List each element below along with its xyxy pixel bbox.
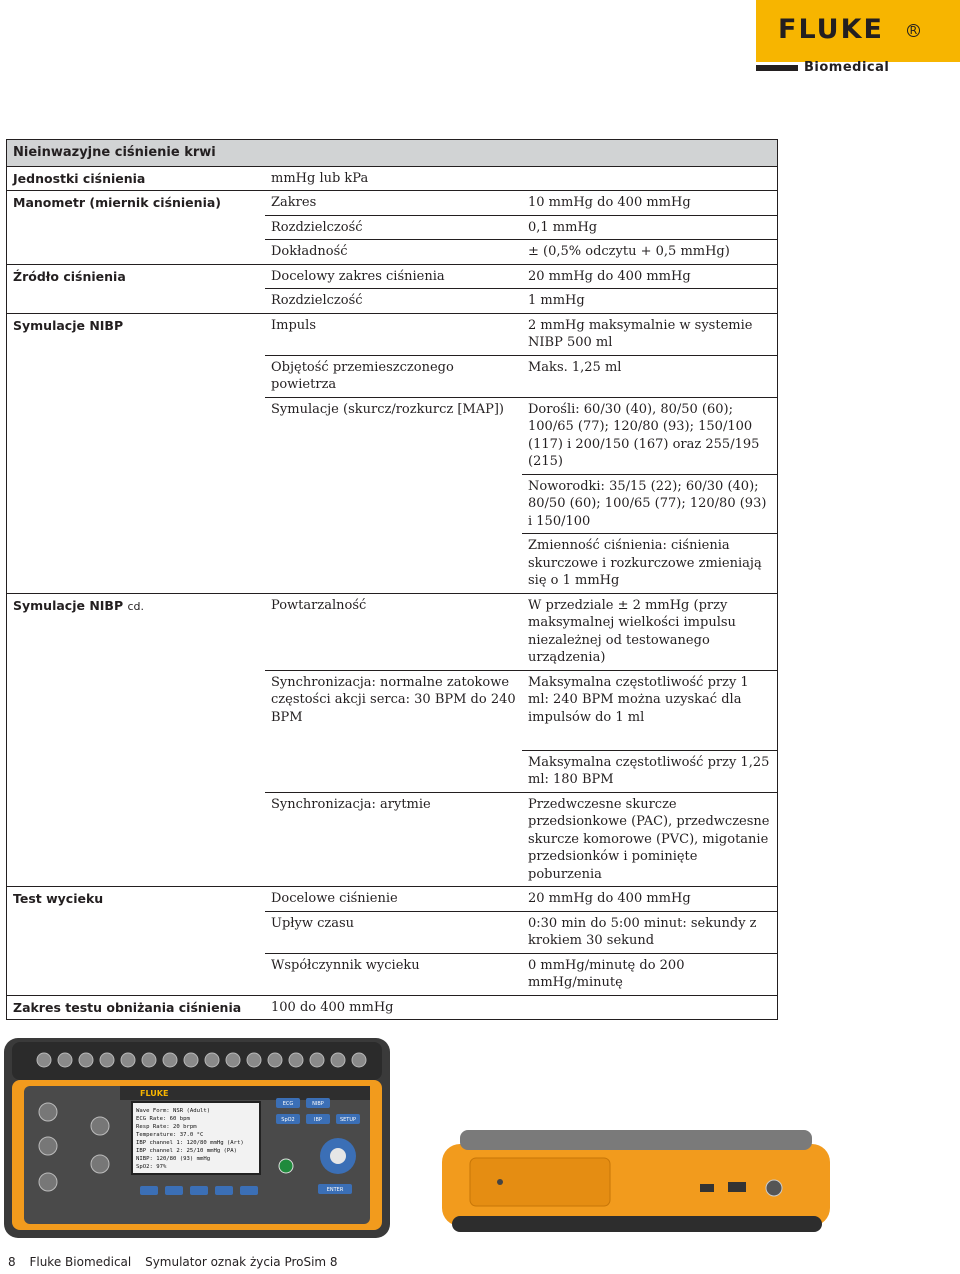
row-value: Noworodki: 35/15 (22); 60/30 (40); 80/50 (60); 100/65 (77); 120/80 (93) i 150/100 — [522, 474, 778, 534]
key-ibp: IBP — [314, 1117, 322, 1123]
row-value: Maksymalna częstotliwość przy 1,25 ml: 180 BPM — [522, 750, 778, 792]
row-label: Manometr (miernik ciśnienia) — [7, 191, 266, 216]
row-label — [7, 593, 266, 670]
row-param: 100 do 400 mmHg — [265, 995, 778, 1020]
row-label — [7, 670, 266, 750]
row-value: Zmienność ciśnienia: ciśnienia skurczowe i rozkurczowe zmieniają się o 1 mmHg — [522, 534, 778, 594]
row-value: 20 mmHg do 400 mmHg — [522, 887, 778, 912]
row-param — [265, 534, 522, 594]
row-param: mmHg lub kPa — [265, 166, 778, 191]
registered-icon: R — [907, 24, 920, 37]
table-row — [7, 995, 778, 1020]
row-value: 2 mmHg maksymalnie w systemie NIBP 500 ml — [522, 313, 778, 355]
device-photo — [0, 1034, 960, 1244]
row-param: Docelowy zakres ciśnienia — [265, 264, 522, 289]
screen-line: SpO2: 97% — [136, 1164, 167, 1170]
screen-line: NIBP: 120/80 (93) mmHg — [136, 1156, 211, 1162]
key-setup: SETUP — [339, 1117, 357, 1123]
table-row — [7, 887, 778, 912]
row-param: Rozdzielczość — [265, 289, 522, 314]
fluke-logo — [756, 0, 960, 62]
row-param — [265, 750, 522, 792]
table-row — [7, 264, 778, 289]
table-row — [7, 750, 778, 792]
key-spo2: SpO2 — [281, 1117, 295, 1123]
row-param: Rozdzielczość — [265, 215, 522, 240]
row-param: Synchronizacja: normalne zatokowe częstości akcji serca: 30 BPM do 240 BPM — [265, 670, 522, 750]
usb-device-port — [700, 1184, 714, 1192]
device-brand: FLUKE — [140, 1089, 169, 1098]
row-value: 1 mmHg — [522, 289, 778, 314]
row-label — [7, 953, 266, 995]
table-row — [7, 953, 778, 995]
table-row — [7, 313, 778, 355]
table-row — [7, 215, 778, 240]
screen-line: ECG Rate: 60 bpm — [136, 1116, 190, 1122]
row-value: Przedwczesne skurcze przedsionkowe (PAC), przedwczesne skurcze komorowe (PVC), migotanie przedsionków i pominięte poburzenia — [522, 792, 778, 887]
row-value: 20 mmHg do 400 mmHg — [522, 264, 778, 289]
footer-product: Symulator oznak życia ProSim 8 — [145, 1255, 338, 1269]
row-value: 0:30 min do 5:00 minut: sekundy z krokiem 30 sekund — [522, 911, 778, 953]
row-param: Dokładność — [265, 240, 522, 265]
table-row — [7, 474, 778, 534]
row-label — [7, 911, 266, 953]
screen-line: Resp Rate: 20 brpm — [136, 1124, 197, 1130]
row-param: Objętość przemieszczonego powietrza — [265, 355, 522, 397]
row-label: Źródło ciśnienia — [7, 264, 266, 289]
table-row — [7, 289, 778, 314]
power-button — [279, 1159, 293, 1173]
row-value: Dorośli: 60/30 (40), 80/50 (60); 100/65 (77); 120/80 (93); 150/100 (117) i 200/150 (167) oraz 255/195 (215) — [522, 397, 778, 474]
table-row — [7, 792, 778, 887]
screen-line: Wave Form: NSR (Adult) — [136, 1108, 211, 1114]
row-label — [7, 534, 266, 594]
row-param: Współczynnik wycieku — [265, 953, 522, 995]
row-value: Maks. 1,25 ml — [522, 355, 778, 397]
row-value: 0,1 mmHg — [522, 215, 778, 240]
row-label — [7, 355, 266, 397]
spec-table — [6, 139, 778, 1020]
row-label — [7, 289, 266, 314]
screen-line: IBP channel 2: 25/10 mmHg (PA) — [136, 1148, 238, 1154]
key-enter: ENTER — [326, 1187, 344, 1193]
row-label-suffix: cd. — [127, 599, 145, 613]
table-heading-row — [7, 140, 778, 167]
table-row — [7, 593, 778, 670]
row-label — [7, 750, 266, 792]
row-param: Impuls — [265, 313, 522, 355]
row-label: Test wycieku — [7, 887, 266, 912]
logo-wordmark: FLUKE — [778, 14, 884, 45]
table-row — [7, 397, 778, 474]
softkeys — [140, 1186, 258, 1195]
row-param: Upływ czasu — [265, 911, 522, 953]
table-row — [7, 670, 778, 750]
device-side — [442, 1130, 830, 1232]
row-label: Symulacje NIBP — [7, 313, 266, 355]
row-label — [7, 215, 266, 240]
table-row — [7, 911, 778, 953]
row-value: 10 mmHg do 400 mmHg — [522, 191, 778, 216]
key-nibp: NIBP — [312, 1101, 324, 1107]
row-param: Symulacje (skurcz/rozkurcz [MAP]) — [265, 397, 522, 474]
row-param — [265, 474, 522, 534]
row-label — [7, 792, 266, 887]
logo-bar — [756, 65, 798, 71]
row-label-main: Symulacje NIBP — [13, 597, 124, 613]
logo-subtitle: Biomedical — [804, 60, 890, 75]
table-row — [7, 355, 778, 397]
table-row — [7, 240, 778, 265]
footer-company: Fluke Biomedical — [29, 1255, 132, 1269]
page-number: 8 — [8, 1255, 16, 1269]
row-label: Zakres testu obniżania ciśnienia — [7, 995, 266, 1020]
row-value: Maksymalna częstotliwość przy 1 ml: 240 BPM można uzyskać dla impulsów do 1 ml — [522, 670, 778, 750]
page-footer — [8, 1255, 348, 1269]
table-heading: Nieinwazyjne ciśnienie krwi — [7, 140, 778, 167]
table-row — [7, 166, 778, 191]
row-param: Docelowe ciśnienie — [265, 887, 522, 912]
row-param: Powtarzalność — [265, 593, 522, 670]
row-param: Zakres — [265, 191, 522, 216]
device-front — [4, 1038, 390, 1238]
table-row — [7, 534, 778, 594]
usb-host-port — [728, 1182, 746, 1192]
row-value: 0 mmHg/minutę do 200 mmHg/minutę — [522, 953, 778, 995]
ecg-output-port — [766, 1180, 782, 1196]
screen-line: Temperature: 37.0 °C — [136, 1132, 204, 1138]
row-label — [7, 397, 266, 474]
row-label — [7, 240, 266, 265]
row-param: Synchronizacja: arytmie — [265, 792, 522, 887]
row-value: ± (0,5% odczytu + 0,5 mmHg) — [522, 240, 778, 265]
battery-door — [470, 1158, 610, 1206]
key-ecg: ECG — [282, 1101, 294, 1107]
screen-line: IBP channel 1: 120/80 mmHg (Art) — [136, 1140, 244, 1146]
row-value: W przedziale ± 2 mmHg (przy maksymalnej wielkości impulsu niezależnej od testowanego urządzenia) — [522, 593, 778, 670]
row-label — [7, 474, 266, 534]
row-label: Jednostki ciśnienia — [7, 166, 266, 191]
table-row — [7, 191, 778, 216]
